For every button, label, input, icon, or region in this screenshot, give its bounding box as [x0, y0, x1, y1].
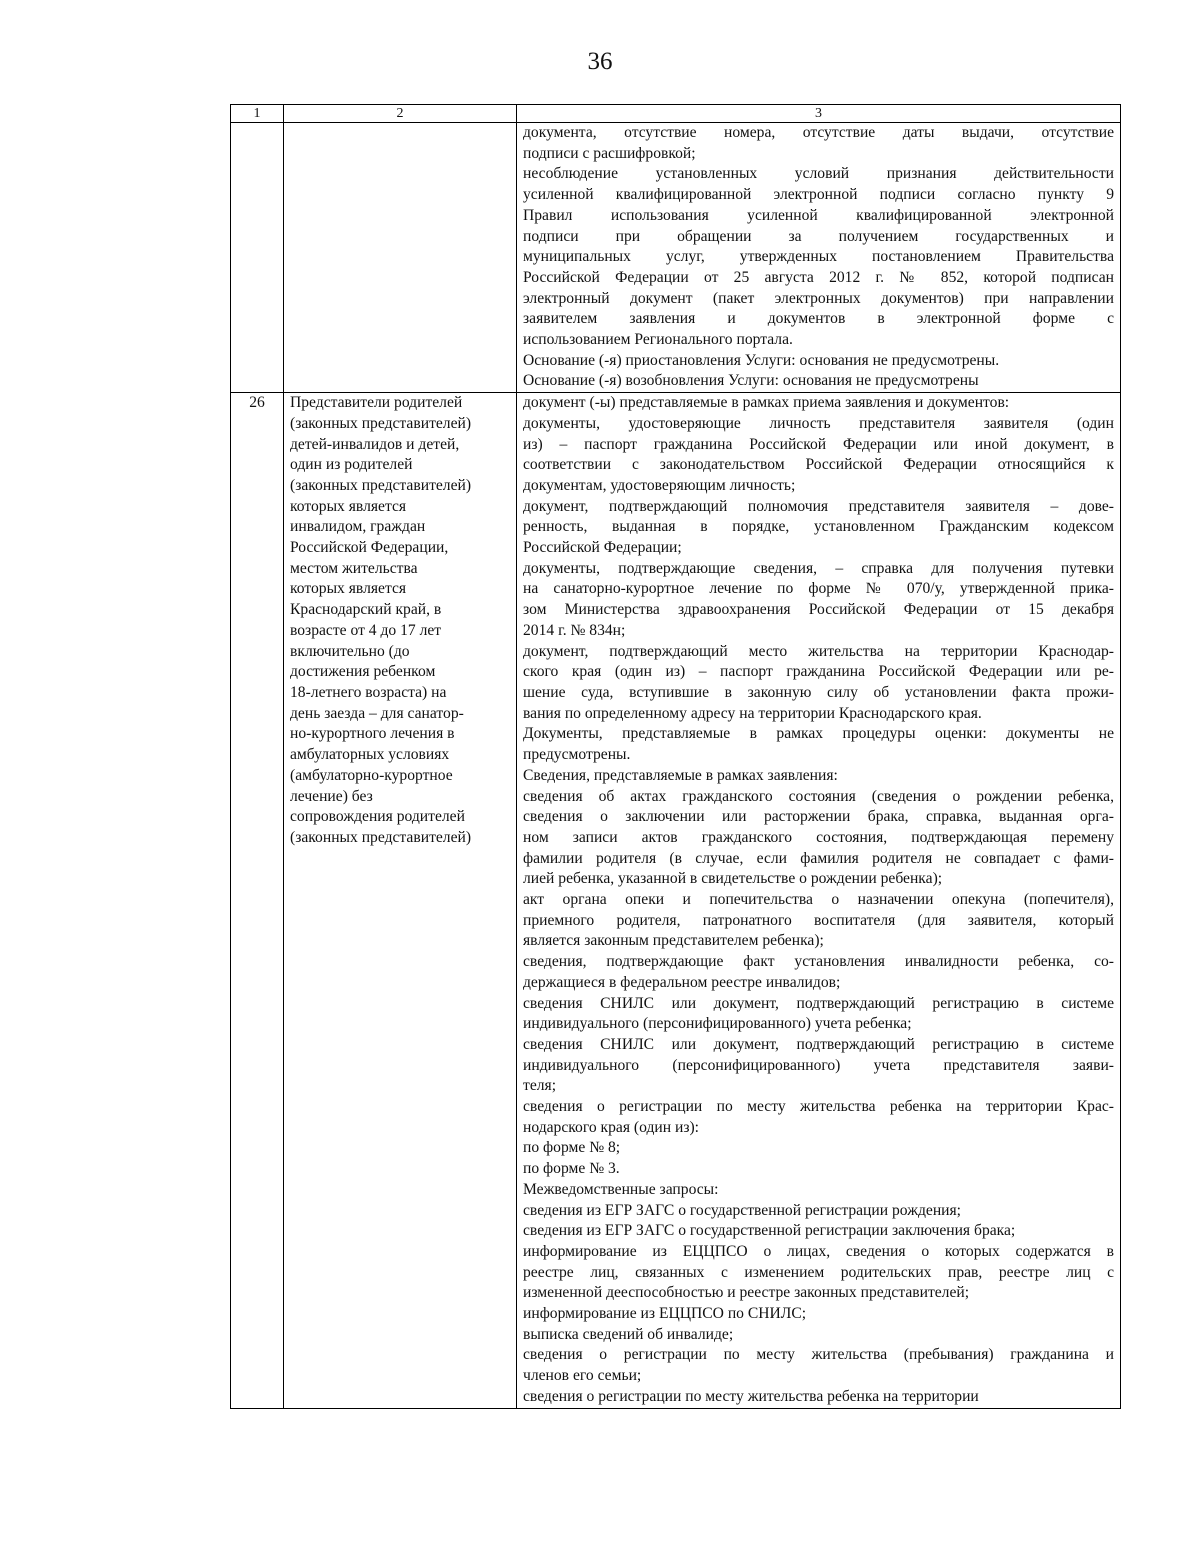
text-line: из) – паспорт гражданина Российской Федерации или иной документ, в	[523, 435, 1114, 453]
header-col-3: 3	[517, 105, 1121, 123]
text-line: предусмотрены.	[523, 746, 631, 764]
text-line: ном записи актов гражданского состояния, подтверждающая перемену	[523, 828, 1114, 846]
text-line: Российской Федерации от 25 августа 2012 г. № 852, которой подписан	[523, 268, 1114, 286]
text-line: сведения СНИЛС или документ, подтверждающий регистрацию в системе	[523, 994, 1114, 1012]
text-line: индивидуального (персонифицированного) учета ребенка;	[523, 1015, 912, 1033]
text-line: документы, удостоверяющие личность представителя заявителя (один	[523, 414, 1114, 432]
header-col-2: 2	[284, 105, 517, 123]
text-line: членов его семьи;	[523, 1367, 642, 1385]
text-line: Представители родителей	[290, 394, 463, 412]
text-line: Сведения, представляемые в рамках заявления:	[523, 766, 838, 784]
paragraph	[523, 559, 1114, 642]
text-line: подписи с расшифровкой;	[523, 144, 696, 162]
text-line: сведения, подтверждающие факт установления инвалидности ребенка, со-	[523, 953, 1114, 971]
text-line: сведения об актах гражданского состояния (сведения о рождении ребенка,	[523, 787, 1114, 805]
text-line: Основание (-я) приостановления Услуги: основания не предусмотрены.	[523, 351, 1000, 369]
text-line: приемного родителя, патронатного воспитателя (для заявителя, который	[523, 911, 1114, 929]
text-line: Российской Федерации;	[523, 539, 682, 557]
text-line: соответствии с законодательством Российской Федерации относящийся к	[523, 456, 1114, 474]
text-line: 2014 г. № 834н;	[523, 621, 626, 639]
text-line: подписи при обращении за получением государственных и	[523, 227, 1114, 245]
paragraph	[523, 724, 1114, 765]
text-line: Документы, представляемые в рамках процедуры оценки: документы не	[523, 725, 1114, 743]
text-line: один из родителей	[290, 456, 413, 474]
text-line: использованием Регионального портала.	[523, 331, 793, 349]
row-number-cell: 26	[231, 393, 284, 1408]
text-line: лией ребенка, указанной в свидетельстве о рождении ребенка);	[523, 870, 943, 888]
text-line: заявителем заявления и документов в электронной форме с	[523, 310, 1114, 328]
text-line: Российской Федерации,	[290, 539, 449, 557]
text-line: ского края (один из) – паспорт гражданина Российской Федерации или ре-	[523, 663, 1114, 681]
recipient-category-cell	[284, 393, 517, 1408]
text-line: индивидуального (персонифицированного) учета представителя заяви-	[523, 1056, 1114, 1074]
text-line: ренность, выданная в порядке, установленном Гражданским кодексом	[523, 518, 1114, 536]
text-line: 18-летнего возраста) на	[290, 683, 447, 701]
text-line: реестре лиц, связанных с изменением родительских прав, реестре лиц с	[523, 1263, 1114, 1281]
text-line: по форме № 3.	[523, 1160, 620, 1178]
text-line: документа, отсутствие номера, отсутствие даты выдачи, отсутствие	[523, 124, 1114, 141]
text-line: измененной дееспособностью и реестре законных представителей;	[523, 1284, 970, 1302]
paragraph	[523, 952, 1114, 993]
text-line: лечение) без	[290, 787, 373, 805]
paragraph	[523, 1097, 1114, 1138]
paragraph	[523, 393, 1114, 414]
text-line: Межведомственные запросы:	[523, 1180, 719, 1198]
text-line: фамилии родителя (в случае, если фамилия родителя не совпадает с фами-	[523, 849, 1114, 867]
text-line: (амбулаторно-курортное	[290, 766, 453, 784]
text-line: нодарского края (один из):	[523, 1118, 700, 1136]
text-line: усиленной квалифицированной электронной подписи согласно пункту 9	[523, 186, 1114, 204]
text-line: детей-инвалидов и детей,	[290, 435, 460, 453]
text-line: документ, подтверждающий полномочия представителя заявителя – дове-	[523, 497, 1114, 515]
table-row-continued	[231, 123, 1121, 393]
table-header-row	[231, 105, 1121, 123]
paragraph	[523, 497, 1114, 559]
header-col-1: 1	[231, 105, 284, 123]
paragraph	[523, 994, 1114, 1035]
text-line: документ (-ы) представляемые в рамках приема заявления и документов:	[523, 394, 1010, 412]
paragraph	[523, 414, 1114, 497]
paragraph	[523, 164, 1114, 350]
text-line: которых является	[290, 580, 407, 598]
paragraph	[523, 1180, 1114, 1201]
text-line: Краснодарский край, в	[290, 601, 442, 619]
text-line: которых является	[290, 497, 407, 515]
paragraph	[523, 1035, 1114, 1097]
paragraph	[523, 1159, 1114, 1180]
paragraph	[523, 371, 1114, 392]
documents-cell	[517, 393, 1121, 1408]
text-line: теля;	[523, 1077, 557, 1095]
paragraph	[523, 642, 1114, 725]
text-line: является законным представителем ребенка);	[523, 932, 824, 950]
text-line: сведения из ЕГР ЗАГС о государственной регистрации заключения брака;	[523, 1222, 1016, 1240]
text-line: документ, подтверждающий место жительства на территории Краснодар-	[523, 642, 1114, 660]
text-line: сведения о регистрации по месту жительства ребенка на территории	[523, 1387, 979, 1405]
text-line: (законных представителей)	[290, 828, 472, 846]
recipient-category-cell	[284, 123, 517, 393]
text-line: день заезда – для санатор-	[290, 704, 464, 722]
page-number: 36	[587, 48, 613, 75]
text-line: но-курортного лечения в	[290, 725, 455, 743]
text-line: муниципальных услуг, утвержденных постановлением Правительства	[523, 248, 1114, 266]
paragraph	[523, 1304, 1114, 1325]
paragraph	[523, 787, 1114, 891]
services-table	[230, 104, 1121, 1409]
text-line: документам, удостоверяющим личность;	[523, 476, 796, 494]
text-line: амбулаторных условиях	[290, 746, 450, 764]
text-line: сопровождения родителей	[290, 808, 465, 826]
text-line: возрасте от 4 до 17 лет	[290, 621, 442, 639]
documents-cell	[517, 123, 1121, 393]
text-line: несоблюдение установленных условий признания действительности	[523, 165, 1114, 183]
paragraph	[523, 1387, 1114, 1408]
text-line: акт органа опеки и попечительства о назначении опекуна (попечителя),	[523, 891, 1114, 909]
text-line: зом Министерства здравоохранения Российской Федерации от 15 декабря	[523, 601, 1114, 619]
text-line: документы, подтверждающие сведения, – справка для получения путевки	[523, 559, 1114, 577]
paragraph	[523, 1325, 1114, 1346]
text-line: электронный документ (пакет электронных документов) при направлении	[523, 289, 1114, 307]
paragraph	[523, 1138, 1114, 1159]
paragraph	[523, 123, 1114, 164]
text-line: Правил использования усиленной квалифицированной электронной	[523, 206, 1114, 224]
text-line: шение суда, вступившие в законную силу об установлении факта прожи-	[523, 683, 1114, 701]
text-line: вания по определенному адресу на территории Краснодарского края.	[523, 704, 982, 722]
text-line: (законных представителей)	[290, 476, 472, 494]
text-line: информирование из ЕЦЦПСО по СНИЛС;	[523, 1305, 807, 1323]
text-line: сведения о заключении или расторжении брака, справка, выданная орга-	[523, 808, 1114, 826]
text-line: (законных представителей)	[290, 414, 472, 432]
text-line: инвалидом, граждан	[290, 518, 426, 536]
text-line: сведения из ЕГР ЗАГС о государственной регистрации рождения;	[523, 1201, 962, 1219]
text-line: местом жительства	[290, 559, 418, 577]
paragraph	[523, 1221, 1114, 1242]
paragraph	[523, 351, 1114, 372]
text-line: включительно (до	[290, 642, 410, 660]
text-line: выписка сведений об инвалиде;	[523, 1325, 734, 1343]
paragraph	[523, 1345, 1114, 1386]
text-line: держащиеся в федеральном реестре инвалидов;	[523, 973, 841, 991]
text-line: достижения ребенком	[290, 663, 436, 681]
paragraph	[523, 766, 1114, 787]
text-line: Основание (-я) возобновления Услуги: основания не предусмотрены	[523, 372, 979, 390]
paragraph	[523, 1242, 1114, 1304]
text-line: сведения о регистрации по месту жительства ребенка на территории Крас-	[523, 1098, 1114, 1116]
row-number-cell	[231, 123, 284, 393]
text-line: сведения СНИЛС или документ, подтверждающий регистрацию в системе	[523, 1035, 1114, 1053]
table-row-26	[231, 393, 1121, 1408]
text-line: сведения о регистрации по месту жительства (пребывания) гражданина и	[523, 1346, 1114, 1364]
paragraph	[523, 890, 1114, 952]
paragraph	[523, 1201, 1114, 1222]
text-line: на санаторно-курортное лечение по форме № 070/у, утвержденной прика-	[523, 580, 1114, 598]
text-line: информирование из ЕЦЦПСО о лицах, сведения о которых содержатся в	[523, 1242, 1114, 1260]
text-line: по форме № 8;	[523, 1139, 621, 1157]
